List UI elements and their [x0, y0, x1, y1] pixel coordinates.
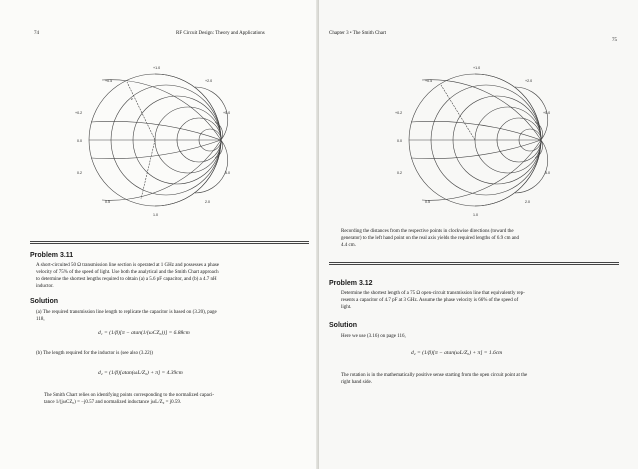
- label-top: +1.0: [153, 66, 161, 70]
- label-left-lower: 0.2: [77, 171, 82, 175]
- equation: d₂ = (1/β)[atan(ωL/Z₀) + π] = 4.39cm: [98, 370, 183, 376]
- label-upper-left: +0.5: [425, 79, 433, 83]
- text-line: generator) to the left hand point on the real axis yields the required lengths of 6.9 cm and: [341, 236, 520, 241]
- annotation-marker: z: [131, 97, 133, 101]
- running-header: RF Circuit Design: Theory and Applications: [176, 31, 265, 36]
- label-upper-right: +2.0: [525, 79, 533, 83]
- closing-text: [44, 392, 312, 406]
- solution-heading: Solution: [30, 298, 58, 305]
- solution-text: Here we use (3.16) on page 116,: [341, 334, 406, 339]
- reactance-arc: [91, 140, 221, 159]
- solution-heading: Solution: [329, 322, 357, 329]
- label-left-mid: 0.0: [397, 139, 402, 143]
- solution-a-text: [36, 309, 312, 323]
- label-lower-right: 2.0: [525, 200, 530, 204]
- label-left-lower: 0.2: [397, 171, 402, 175]
- smith-chart: [375, 62, 580, 222]
- label-lower-right: 2.0: [205, 200, 210, 204]
- label-lower-left: 0.5: [105, 200, 110, 204]
- construction-line: [441, 85, 475, 140]
- section-rule: [30, 241, 309, 244]
- label-bottom: 1.0: [473, 213, 478, 217]
- smith-grid: [89, 74, 231, 206]
- problem-text: [36, 262, 312, 290]
- smith-chart: [55, 62, 260, 222]
- text-line: velocity of 75% of the speed of light. Use both the analytical and the Smith Chart approach: [36, 270, 219, 275]
- problem-text: [341, 290, 631, 311]
- label-left-upper: +0.2: [395, 111, 403, 115]
- text-line: to determine the shortest lengths required to obtain (a) a 5.6 pF capacitor, and (b) a 4.7 nH: [36, 277, 217, 282]
- smith-chart-svg: [375, 62, 580, 222]
- closing-text: [341, 372, 631, 386]
- text-line: (a) The required transmission line length to replicate the capacitor is based on (3.20), page: [36, 310, 217, 315]
- text-line: light.: [341, 305, 352, 310]
- construction-line: [141, 140, 155, 199]
- label-right-mid: 5.0: [545, 171, 550, 175]
- section-rule: [329, 262, 619, 265]
- recording-text: [341, 228, 631, 249]
- label-left-upper: +0.2: [75, 111, 83, 115]
- label-lower-left: 0.5: [425, 200, 430, 204]
- page-number: 75: [612, 38, 617, 43]
- label-bottom: 1.0: [153, 213, 158, 217]
- problem-heading: Problem 3.11: [30, 252, 74, 259]
- label-upper-right: +2.0: [205, 79, 213, 83]
- reactance-arc: [195, 140, 228, 193]
- text-line: The Smith Chart relies on identifying points corresponding to the normalized capaci-: [44, 393, 215, 398]
- text-line: Determine the shortest length of a 75 Ω open-circuit transmission line that equivalently rep-: [341, 291, 525, 296]
- label-left-mid: 0.0: [77, 139, 82, 143]
- reactance-arc: [411, 140, 541, 159]
- reactance-arc: [515, 140, 548, 193]
- text-line: resents a capacitor of 4.7 pF at 3 GHz. Assume the phase velocity is 66% of the speed of: [341, 298, 519, 303]
- smith-chart-svg: [55, 62, 260, 222]
- text-line: right hand side.: [341, 380, 372, 385]
- label-top: +1.0: [473, 66, 481, 70]
- reactance-arc: [411, 121, 541, 140]
- equation: d₁ = (1/β)[π − atan(1/(ωCZ₀))] = 6.88cm: [98, 330, 190, 336]
- equation: d₂ = (1/β)[π − atan(ωL/Z₀) + π] = 1.6cm: [411, 350, 503, 356]
- text-line: The rotation is in the mathematically positive sense starting from the open circuit point at the: [341, 373, 528, 378]
- problem-heading: Problem 3.12: [329, 280, 373, 287]
- text-line: 118,: [36, 317, 45, 322]
- label-right-mid: 5.0: [225, 171, 230, 175]
- solution-b-text: (b) The length required for the inductor is (see also (3.22)): [36, 351, 153, 356]
- reactance-arc: [91, 121, 221, 140]
- text-line: inductor.: [36, 284, 54, 289]
- running-header: Chapter 3 • The Smith Chart: [329, 31, 387, 36]
- text-line: 4.4 cm.: [341, 243, 356, 248]
- smith-grid: [409, 74, 551, 206]
- label-upper-left: +0.5: [105, 79, 113, 83]
- text-line: A short-circuited 50 Ω transmission line section is operated at 1 GHz and possesses a phase: [36, 263, 219, 268]
- page-number: 74: [34, 31, 39, 36]
- label-right-upper: +5.0: [223, 111, 231, 115]
- right-page: [319, 0, 638, 469]
- text-line: Recording the distances from the respective points in clockwise directions (toward the: [341, 229, 514, 234]
- label-right-upper: +5.0: [543, 111, 551, 115]
- text-line: tance 1/(jωCZ₀) = −j0.57 and normalized inductance jωL/Z₀ = j0.59.: [44, 400, 182, 405]
